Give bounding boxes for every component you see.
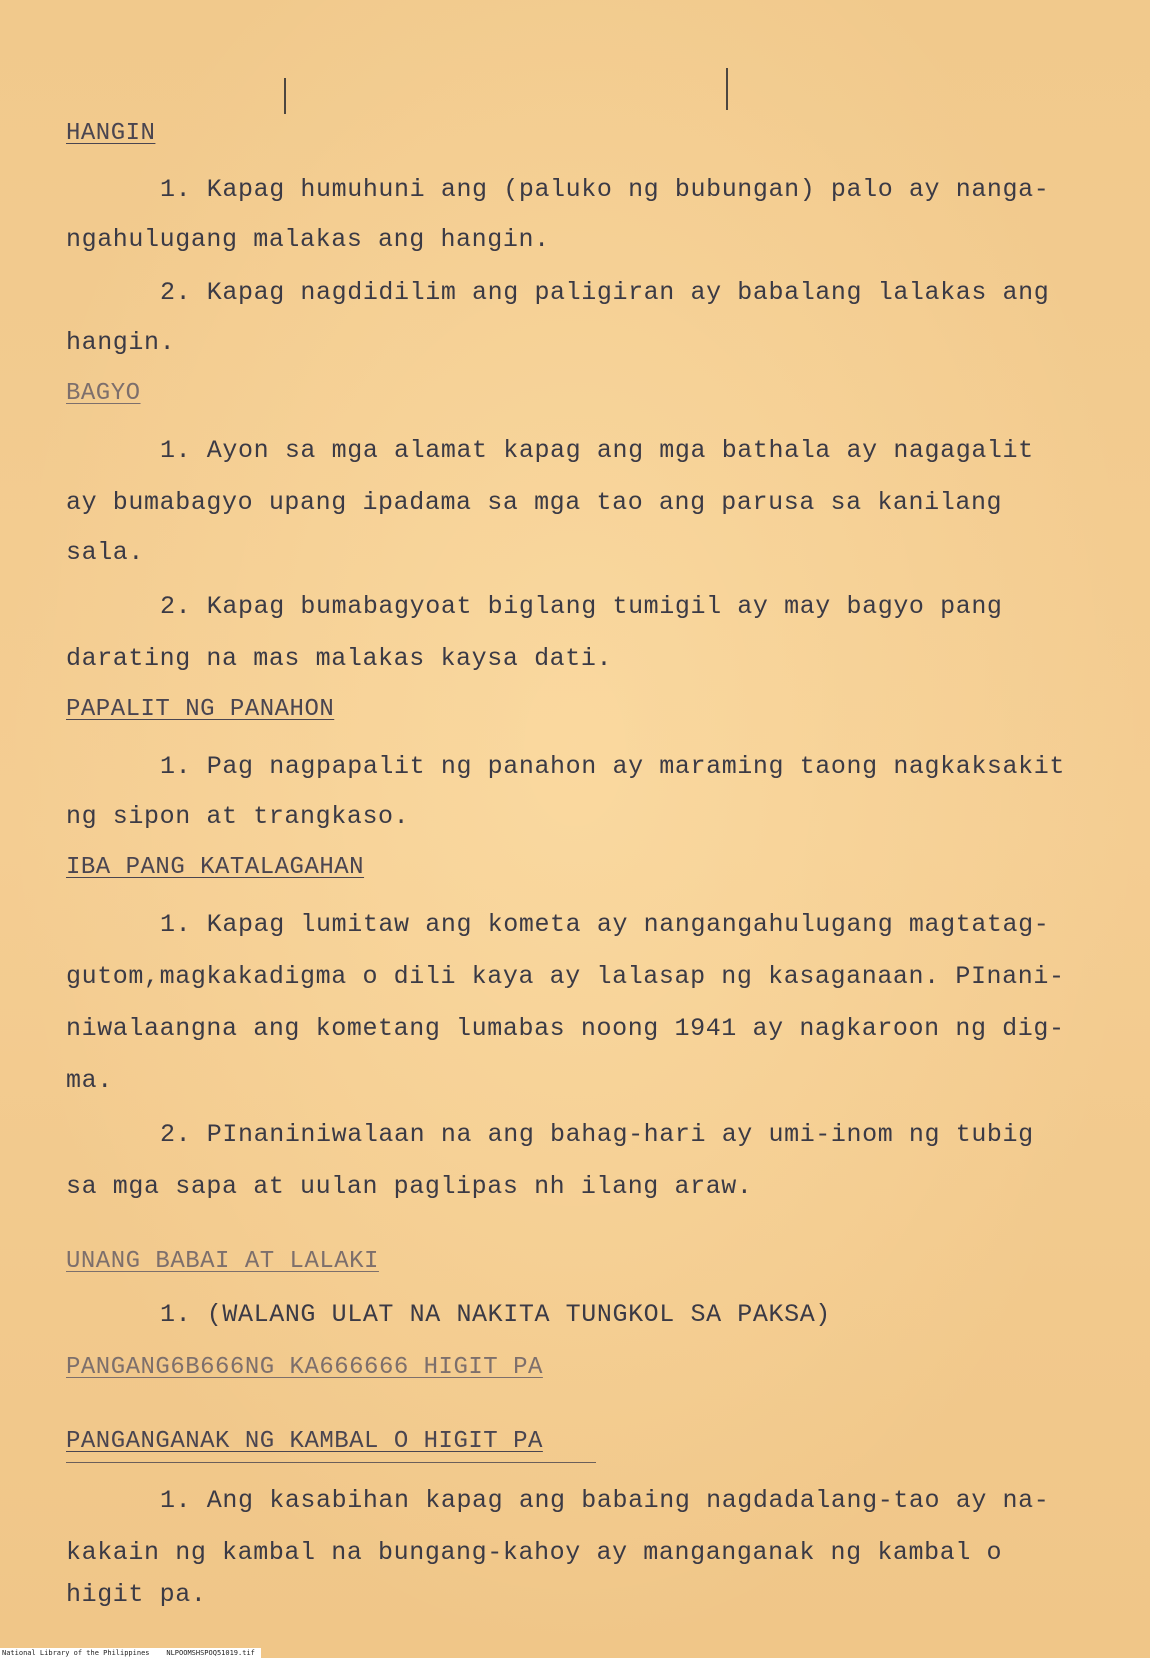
heading-unang-babai-at-lalaki: UNANG BABAI AT LALAKI: [66, 1248, 379, 1275]
scan-footer: [0, 1648, 261, 1658]
unang-item1-line1: 1. (WALANG ULAT NA NAKITA TUNGKOL SA PAKSA): [160, 1300, 831, 1329]
papalit-item1-line2: ng sipon at trangkaso.: [66, 802, 410, 831]
bagyo-item2-line2: darating na mas malakas kaysa dati.: [66, 644, 613, 673]
panganganak-item1-line2: kakain ng kambal na bungang-kahoy ay manganganak ng kambal o: [66, 1538, 1003, 1567]
panganganak-item1-line1: 1. Ang kasabihan kapag ang babaing nagdadalang-tao ay na-: [160, 1486, 1050, 1515]
iba-item2-line1: 2. PInaniniwalaan na ang bahag-hari ay umi-inom ng tubig: [160, 1120, 1034, 1149]
bagyo-item1-line1: 1. Ayon sa mga alamat kapag ang mga bathala ay nagagalit: [160, 436, 1034, 465]
bagyo-item1-line3: sala.: [66, 538, 145, 567]
struck-heading: PANGANG6B666NG KA666666 HIGIT PA: [66, 1354, 543, 1381]
bagyo-item1-line2: ay bumabagyo upang ipadama sa mga tao ang parusa sa kanilang: [66, 488, 1003, 517]
heading-papalit-ng-panahon: PAPALIT NG PANAHON: [66, 696, 335, 723]
top-mark-left: [284, 78, 286, 114]
heading-bagyo: BAGYO: [66, 380, 141, 407]
iba-item1-line3: niwalaangna ang kometang lumabas noong 1941 ay nagkaroon ng dig-: [66, 1014, 1065, 1043]
footer-file: NLPOOMSHSPOQ51019.tif: [166, 1649, 255, 1657]
footer-library: National Library of the Philippines: [2, 1649, 150, 1657]
iba-item1-line4: ma.: [66, 1066, 113, 1095]
hangin-item1-line2: ngahulugang malakas ang hangin.: [66, 225, 550, 254]
hangin-item2-line1: 2. Kapag nagdidilim ang paligiran ay babalang lalakas ang: [160, 278, 1050, 307]
iba-item2-line2: sa mga sapa at uulan paglipas nh ilang araw.: [66, 1172, 753, 1201]
heading-rule: [66, 1462, 596, 1463]
bagyo-item2-line1: 2. Kapag bumabagyoat biglang tumigil ay may bagyo pang: [160, 592, 1003, 621]
hangin-item2-line2: hangin.: [66, 328, 176, 357]
panganganak-item1-line3: higit pa.: [66, 1580, 207, 1609]
heading-iba-pang-katalagahan: IBA PANG KATALAGAHAN: [66, 854, 365, 881]
heading-hangin: HANGIN: [66, 120, 156, 147]
hangin-item1-line1: 1. Kapag humuhuni ang (paluko ng bubungan) palo ay nanga-: [160, 175, 1050, 204]
top-mark-right: [726, 68, 728, 110]
iba-item1-line1: 1. Kapag lumitaw ang kometa ay nangangahulugang magtatag-: [160, 910, 1050, 939]
iba-item1-line2: gutom,magkakadigma o dili kaya ay lalasap ng kasaganaan. PInani-: [66, 962, 1065, 991]
heading-panganganak-ng-kambal: PANGANGANAK NG KAMBAL O HIGIT PA: [66, 1428, 543, 1455]
papalit-item1-line1: 1. Pag nagpapalit ng panahon ay maraming taong nagkaksakit: [160, 752, 1065, 781]
